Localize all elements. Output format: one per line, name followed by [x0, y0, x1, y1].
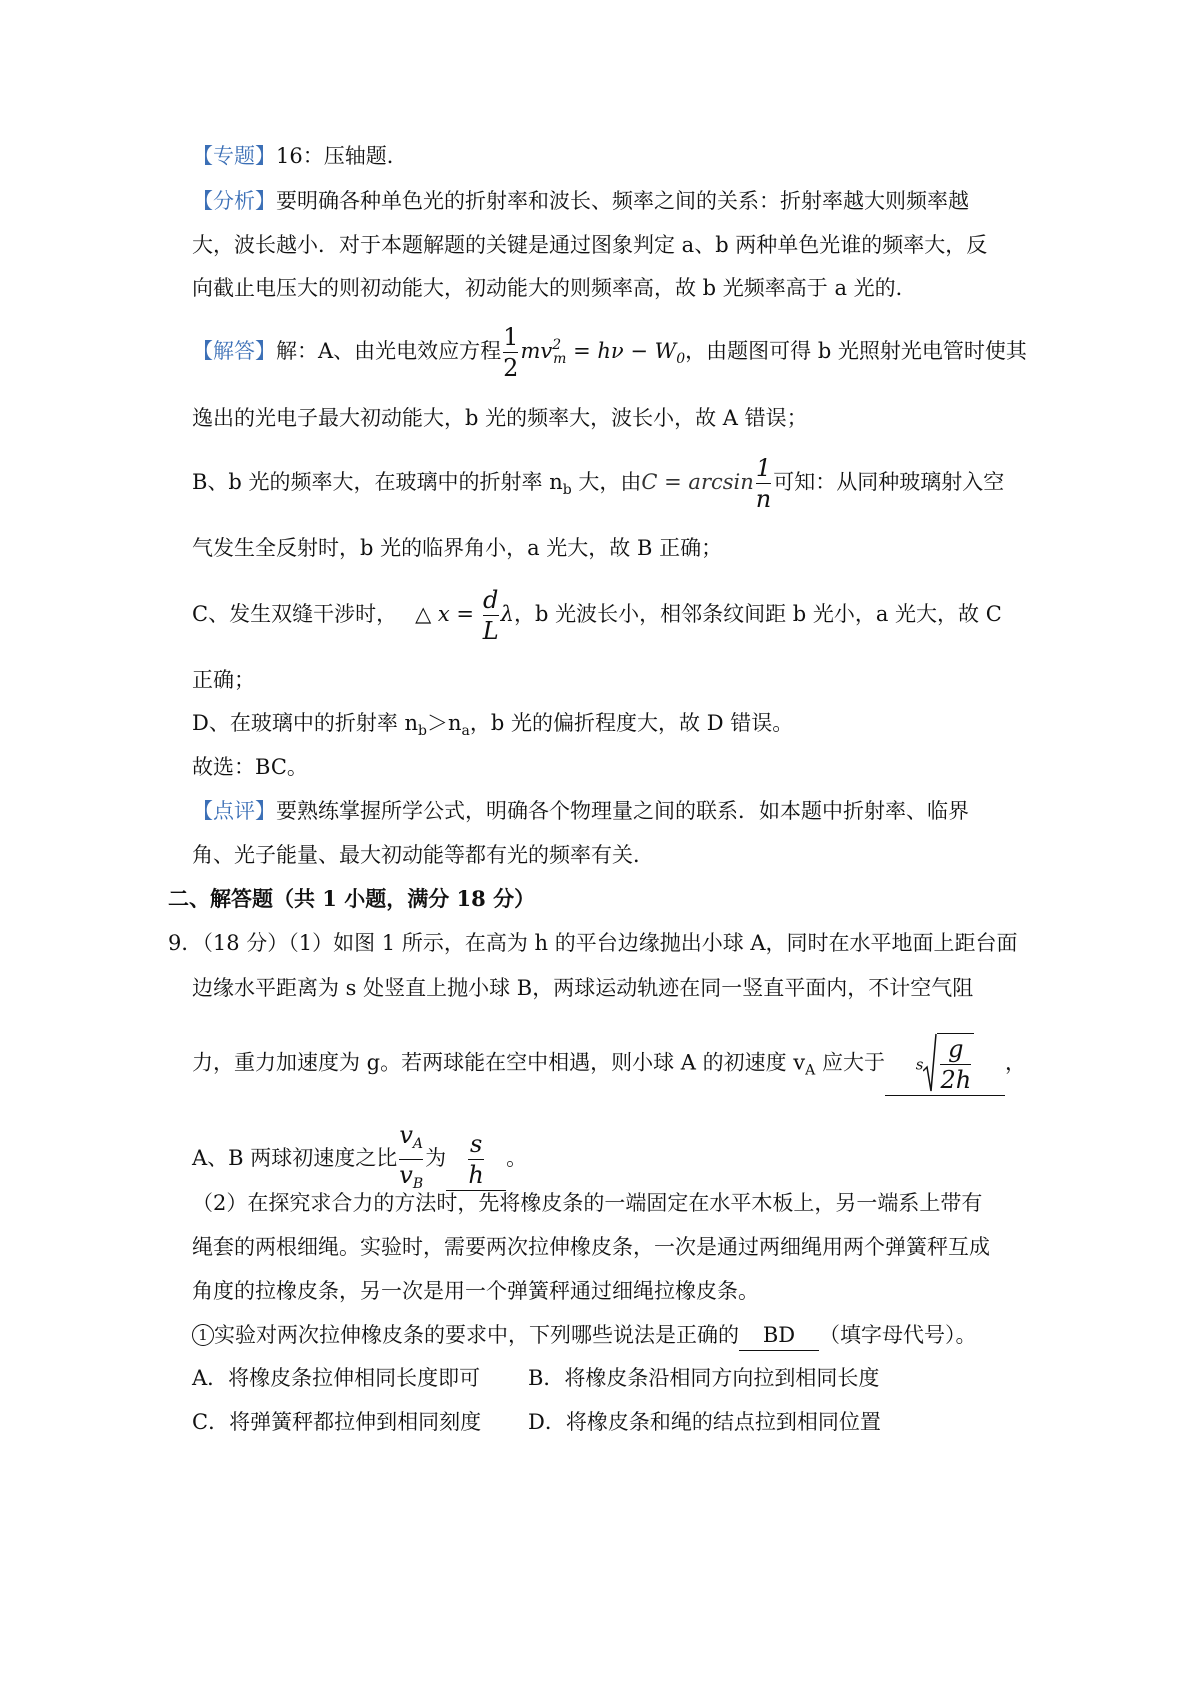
comment-tag: 【点评】 — [192, 799, 276, 823]
answer-line-1 — [192, 322, 1027, 383]
photoelectric-equation: $mv^2_m = h\nu - W_0$ — [520, 337, 686, 367]
analysis-text-1: 要明确各种单色光的折射率和波长、频率之间的关系：折射率越大则频率越 — [276, 189, 969, 213]
topic-tag: 【专题】 — [192, 144, 276, 168]
question-9-line-1: 9．（18 分）（1）如图 1 所示，在高为 h 的平台边缘抛出小球 A，同时在水平地面上距台面 — [168, 931, 1018, 955]
answer-line-2: 逸出的光电子最大初动能大，b 光的频率大，波长小，故 A 错误； — [192, 406, 808, 430]
delta-x-formula: △ x = — [415, 602, 481, 626]
answer-blank-2: $\frac{s}{h}$ — [446, 1129, 506, 1191]
answer-pre: 解：A、由光电效应方程 — [276, 339, 502, 363]
option-b: B．将橡皮条沿相同方向拉到相同长度 — [528, 1366, 880, 1390]
choice-line: 故选：BC。 — [192, 755, 308, 779]
option-b-analysis-2: 气发生全反射时，b 光的临界角小，a 光大，故 B 正确； — [192, 536, 723, 560]
sqrt-expression: $\frac{g}{2h}$ — [923, 1033, 974, 1095]
option-c-analysis-2: 正确； — [192, 668, 255, 692]
option-d-analysis: D、在玻璃中的折射率 $n_b>n_a$，b 光的偏折程度大，故 D 错误。 — [192, 711, 794, 739]
half-fraction — [503, 322, 518, 383]
half-num: 1 — [503, 323, 519, 351]
circled-number: 1 — [192, 1324, 214, 1346]
topic-text: 16：压轴题． — [276, 144, 408, 168]
answer-blank-1: s $\frac{g}{2h}$ — [885, 1033, 1005, 1096]
option-c: C．将弹簧秤都拉伸到相同刻度 — [192, 1410, 482, 1434]
answer-blank-3: BD — [739, 1320, 819, 1351]
analysis-line-2: 大，波长越小．对于本题解题的关键是通过图象判定 a、b 两种单色光谁的频率大，反 — [192, 233, 988, 257]
option-d: D．将橡皮条和绳的结点拉到相同位置 — [528, 1410, 881, 1434]
analysis-tag: 【分析】 — [192, 189, 276, 213]
question-9-line-2: 边缘水平距离为 s 处竖直上抛小球 B，两球运动轨迹在同一竖直平面内，不计空气阻 — [192, 976, 974, 1000]
part-2-line-2: 绳套的两根细绳。实验时，需要两次拉伸橡皮条，一次是通过两细绳用两个弹簧秤互成 — [192, 1235, 990, 1259]
topic-line — [192, 141, 408, 171]
comment-line-2: 角、光子能量、最大初动能等都有光的频率有关． — [192, 843, 654, 867]
question-9-line-4: A、B 两球初速度之比 $\frac{v_A}{v_B}$ 为 $\frac{s}{h}$ 。 — [192, 1120, 527, 1199]
analysis-line-3: 向截止电压大的则初动能大，初动能大的则频率高，故 b 光频率高于 a 光的． — [192, 276, 917, 300]
option-a: A．将橡皮条拉伸相同长度即可 — [192, 1366, 481, 1390]
option-b-analysis: B、b 光的频率大，在玻璃中的折射率 $n_b$ 大，由C = arcsin $\frac{1}{n}$ 可知：从同种玻璃射入空 — [192, 454, 1005, 513]
section-heading: 二、解答题（共 1 小题，满分 18 分） — [168, 886, 536, 911]
question-9-line-3: 力，重力加速度为 g。若两球能在空中相遇，则小球 A 的初速度 $v_A$ 应大于 s $\frac{g}{2h}$ ， — [192, 1035, 1026, 1094]
arcsin-formula: C = arcsin — [641, 470, 754, 494]
option-c-analysis: C、发生双缝干涉时， △ x = $\frac{d}{L}$ λ，b 光波长小，相邻条纹间距 b 光小，a 光大，故 C — [192, 586, 1002, 645]
part-2-line-1: （2）在探究求合力的方法时，先将橡皮条的一端固定在水平木板上，另一端系上带有 — [192, 1191, 983, 1215]
one-over-n-fraction: $\frac{1}{n}$ — [755, 454, 772, 513]
part-2-question-1: 1 实验对两次拉伸橡皮条的要求中，下列哪些说法是正确的 BD （填字母代号）。 — [192, 1320, 977, 1351]
d-over-l-fraction: $\frac{d}{L}$ — [482, 586, 499, 645]
half-den: 2 — [503, 354, 519, 382]
answer-tag: 【解答】 — [192, 339, 276, 363]
velocity-ratio-fraction: $\frac{v_A}{v_B}$ — [399, 1120, 423, 1199]
comment-line-1: 【点评】要熟练掌握所学公式，明确各个物理量之间的联系．如本题中折射率、临界 — [192, 799, 969, 823]
part-2-line-3: 角度的拉橡皮条，另一次是用一个弹簧秤通过细绳拉橡皮条。 — [192, 1279, 759, 1303]
analysis-line-1 — [192, 186, 969, 216]
answer-post: ，由题图可得 b 光照射光电管时使其 — [685, 339, 1027, 363]
